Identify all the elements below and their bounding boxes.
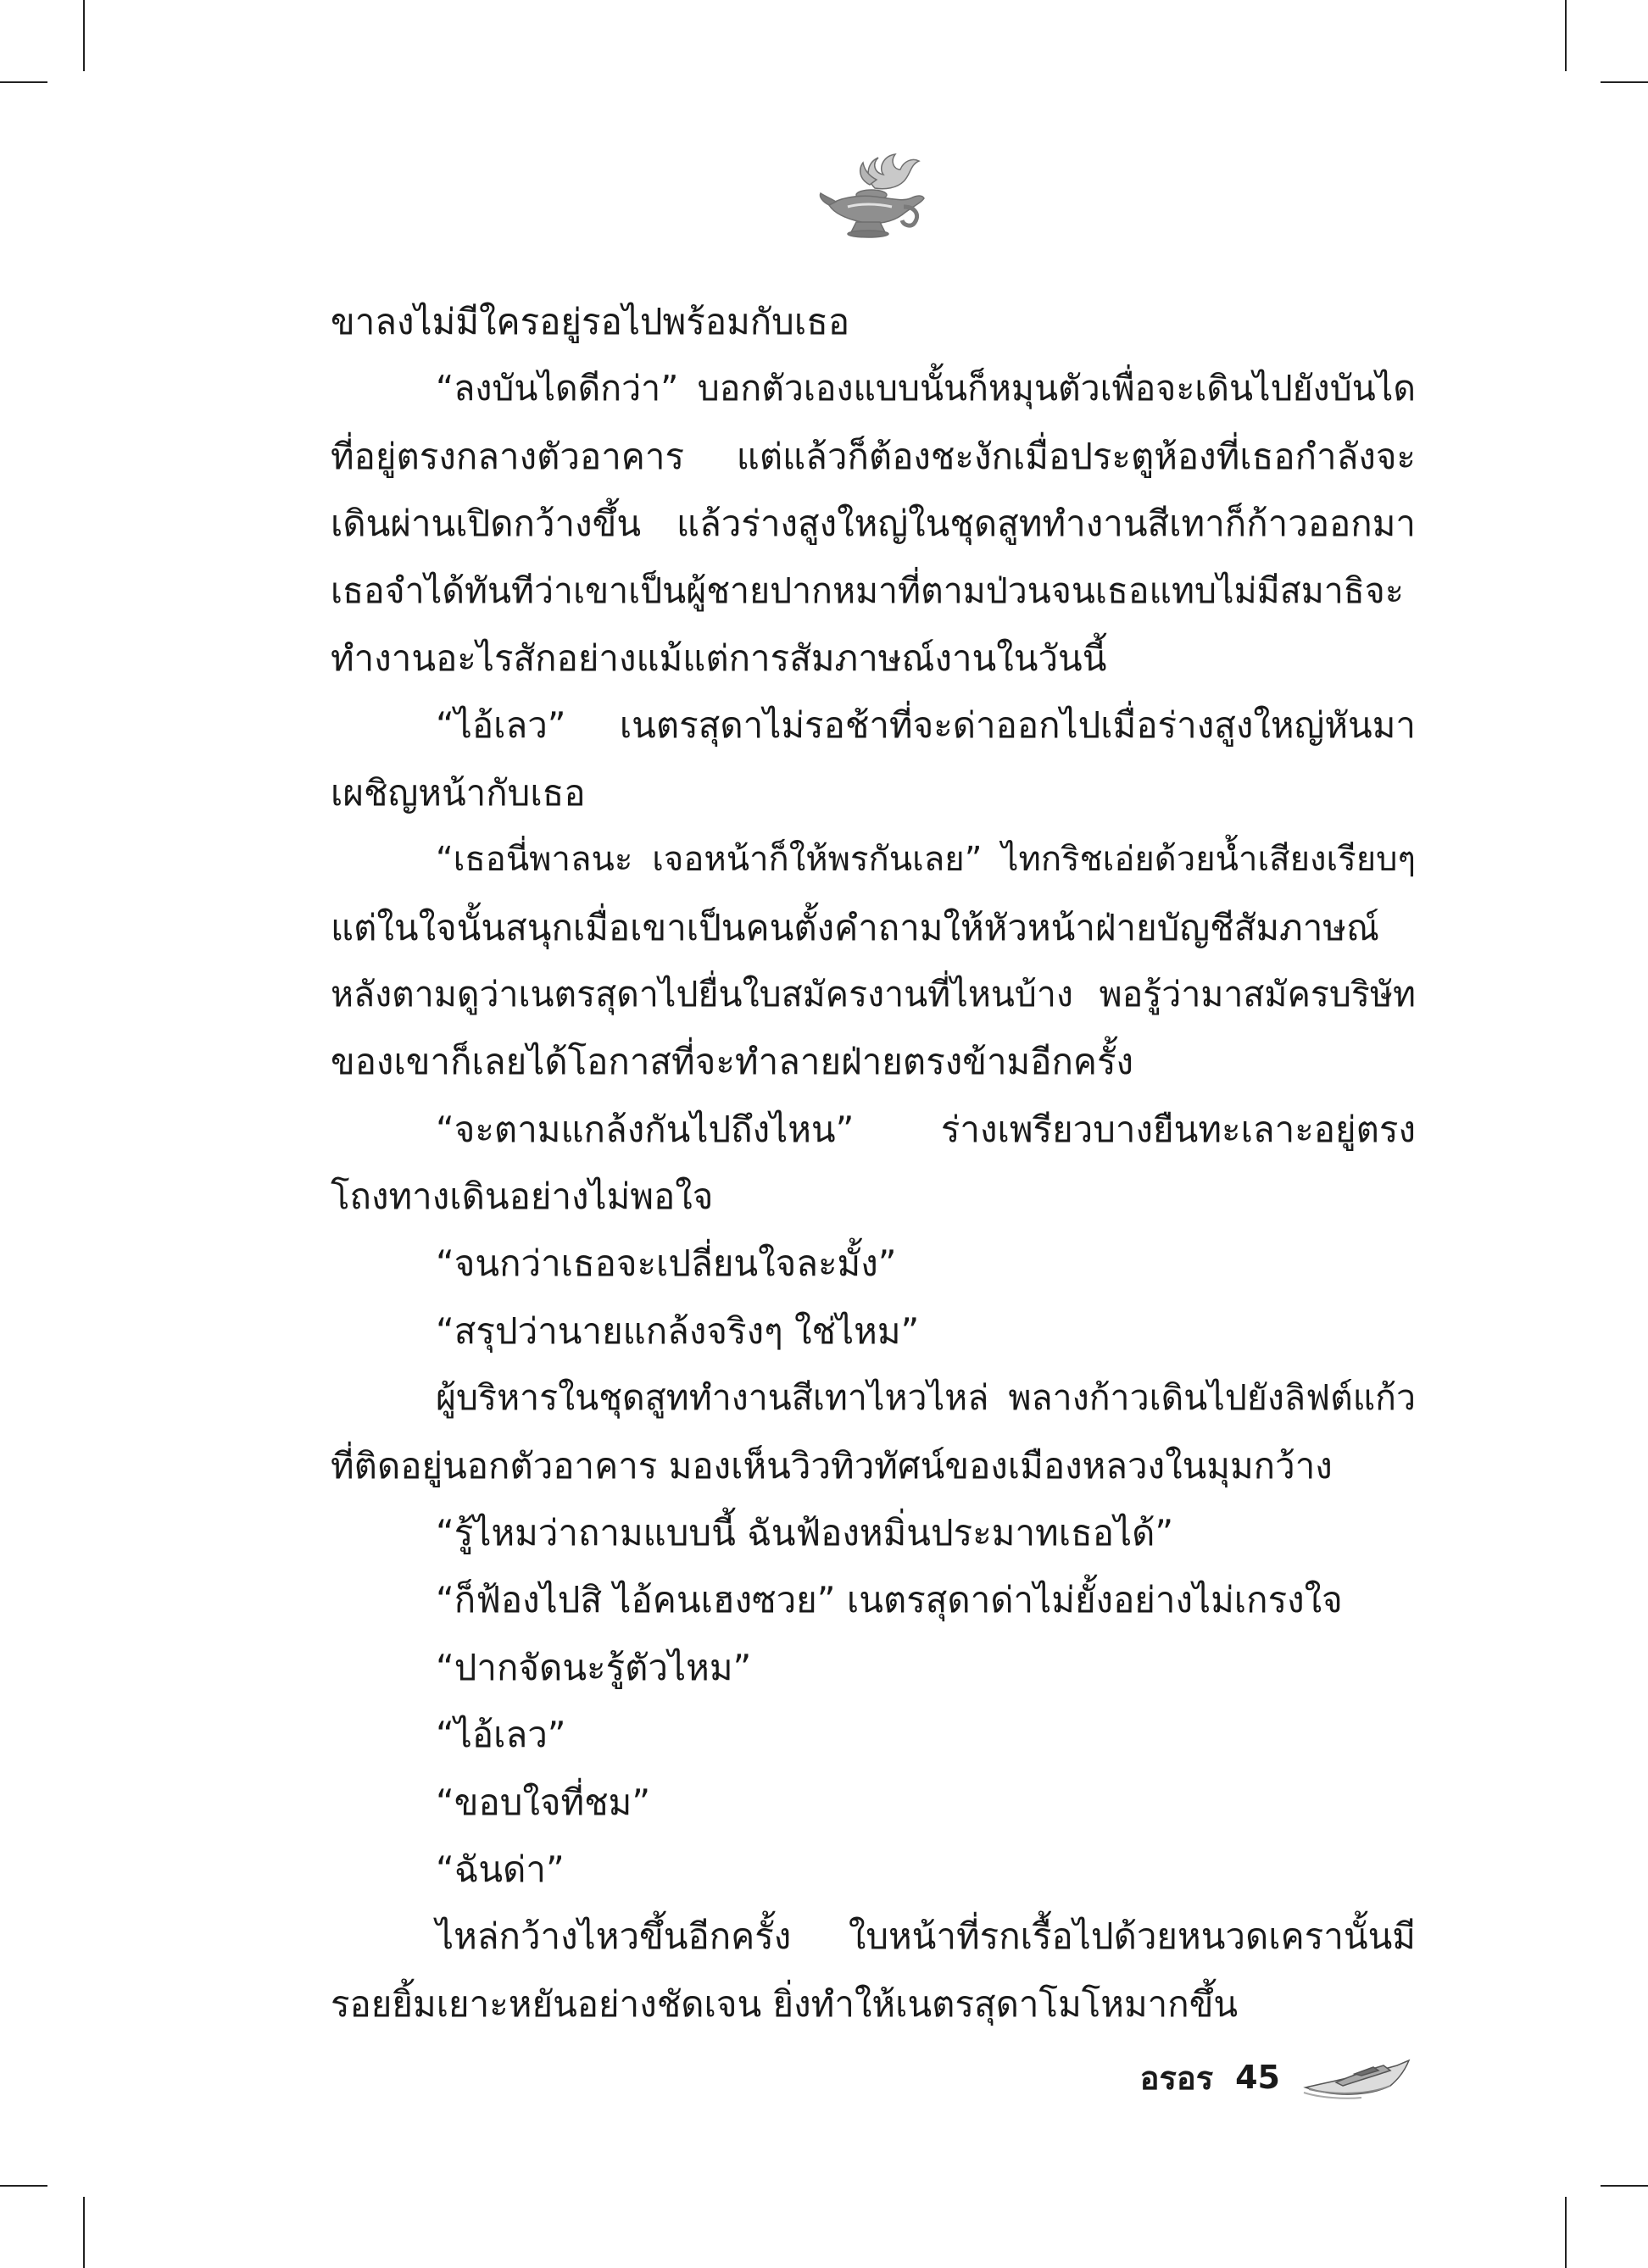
text-line: “ไอ้เลว” bbox=[436, 1714, 566, 1756]
text-line: “ไอ้เลว” เนตรสุดาไม่รอช้าที่จะด่าออกไปเมื่อร่างสูงใหญ่หันมา bbox=[436, 704, 1416, 747]
text-line: ขาลงไม่มีใครอยู่รอไปพร้อมกับเธอ bbox=[331, 301, 850, 342]
text-line: ผู้บริหารในชุดสูททำงานสีเทาไหวไหล่ พลางก้าวเดินไปยังลิฟต์แก้ว bbox=[436, 1377, 1416, 1419]
crop-mark-bottom-left-vertical bbox=[83, 2197, 85, 2268]
crop-mark-bottom-right-horizontal bbox=[1601, 2185, 1648, 2187]
text-line: “จะตามแกล้งกันไปถึงไหน” ร่างเพรียวบางยืนทะเลาะอยู่ตรง bbox=[436, 1108, 1416, 1150]
author-name: อรอร bbox=[1139, 2059, 1214, 2097]
text-line: “ปากจัดนะรู้ตัวไหม” bbox=[436, 1646, 752, 1688]
text-line: ของเขาก็เลยได้โอกาสที่จะทำลายฝ่ายตรงข้ามอีกครั้ง bbox=[331, 1041, 1134, 1083]
text-line: หลังตามดูว่าเนตรสุดาไปยื่นใบสมัครงานที่ไหนบ้าง พอรู้ว่ามาสมัครบริษัท bbox=[331, 973, 1416, 1014]
text-line: “รู้ไหมว่าถามแบบนี้ ฉันฟ้องหมิ่นประมาทเธอได้” bbox=[436, 1512, 1174, 1554]
page-body-text bbox=[331, 288, 1416, 2037]
crop-mark-bottom-right-vertical bbox=[1565, 2197, 1567, 2268]
text-line: รอยยิ้มเยาะหยันอย่างชัดเจน ยิ่งทำให้เนตรสุดาโมโหมากขึ้น bbox=[331, 1982, 1239, 2025]
text-line: “สรุปว่านายแกล้งจริงๆ ใช่ไหม” bbox=[436, 1309, 920, 1352]
crop-mark-top-left-vertical bbox=[83, 0, 85, 71]
text-line: ไหล่กว้างไหวขึ้นอีกครั้ง ใบหน้าที่รกเรื้อไปด้วยหนวดเครานั้นมี bbox=[436, 1915, 1416, 1958]
text-line: “ลงบันไดดีกว่า” บอกตัวเองแบบนั้นก็หมุนตัวเพื่อจะเดินไปยังบันได bbox=[436, 368, 1416, 409]
text-line: ทำงานอะไรสักอย่างแม้แต่การสัมภาษณ์งานในวันนี้ bbox=[331, 636, 1107, 679]
text-line: โถงทางเดินอย่างไม่พอใจ bbox=[331, 1176, 714, 1218]
text-line: ที่อยู่ตรงกลางตัวอาคาร แต่แล้วก็ต้องชะงักเมื่อประตูห้องที่เธอกำลังจะ bbox=[331, 435, 1416, 477]
text-line: แต่ในใจนั้นสนุกเมื่อเขาเป็นคนตั้งคำถามให้หัวหน้าฝ่ายบัญชีสัมภาษณ์ bbox=[331, 906, 1379, 948]
page-footer bbox=[1140, 2048, 1412, 2107]
crop-mark-top-right-horizontal bbox=[1601, 81, 1648, 83]
page-number: 45 bbox=[1235, 2059, 1280, 2096]
text-line: ที่ติดอยู่นอกตัวอาคาร มองเห็นวิวทิวทัศน์ของเมืองหลวงในมุมกว้าง bbox=[331, 1444, 1333, 1487]
text-line: เธอจำได้ทันทีว่าเขาเป็นผู้ชายปากหมาที่ตามป่วนจนเธอแทบไม่มีสมาธิจะ bbox=[331, 570, 1404, 611]
text-line: “ก็ฟ้องไปสิ ไอ้คนเฮงซวย” เนตรสุดาด่าไม่ยั้งอย่างไม่เกรงใจ bbox=[436, 1579, 1343, 1621]
boat-icon bbox=[1302, 2054, 1412, 2101]
genie-lamp-icon bbox=[816, 136, 929, 244]
text-line: “จนกว่าเธอจะเปลี่ยนใจละมั้ง” bbox=[436, 1242, 897, 1285]
crop-mark-bottom-left-horizontal bbox=[0, 2185, 47, 2187]
text-line: เผชิญหน้ากับเธอ bbox=[331, 771, 586, 814]
text-line: “ขอบใจที่ชม” bbox=[436, 1781, 651, 1823]
text-line: เดินผ่านเปิดกว้างขึ้น แล้วร่างสูงใหญ่ในชุดสูททำงานสีเทาก็ก้าวออกมา bbox=[331, 503, 1416, 545]
crop-mark-top-right-vertical bbox=[1565, 0, 1567, 71]
text-line: “ฉันด่า” bbox=[436, 1848, 565, 1890]
text-line: “เธอนี่พาลนะ เจอหน้าก็ให้พรกันเลย” ไทกริชเอ่ยด้วยน้ำเสียงเรียบๆ bbox=[436, 840, 1416, 880]
crop-mark-top-left-horizontal bbox=[0, 81, 47, 83]
